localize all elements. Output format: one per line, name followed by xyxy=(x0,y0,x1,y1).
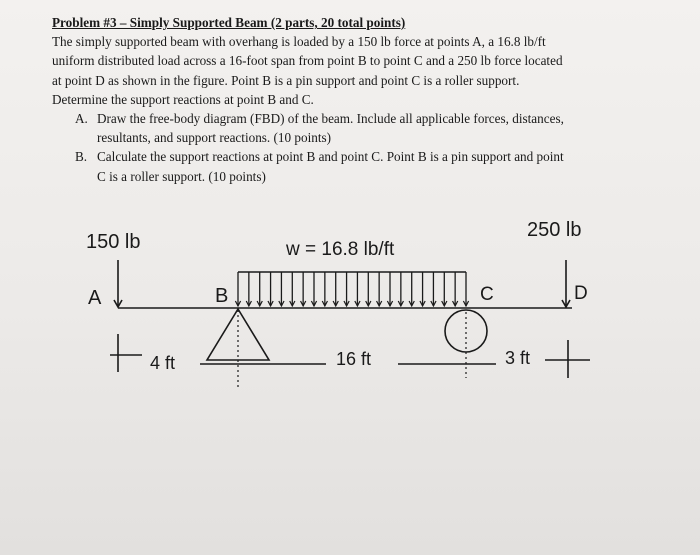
distributed-load-label: w = 16.8 lb/ft xyxy=(286,239,395,260)
part-b-line-2: C is a roller support. (10 points) xyxy=(97,168,266,184)
problem-title: Problem #3 – Simply Supported Beam (2 parts, 20 total points) xyxy=(52,15,406,30)
intro-line-3: at point D as shown in the figure. Point B is a pin support and point C is a roller support. xyxy=(52,72,520,88)
intro-line-4: Determine the support reactions at point B and C. xyxy=(52,91,314,107)
dimension-cd-label: 3 ft xyxy=(505,348,531,368)
dimension-ab-label: 4 ft xyxy=(150,353,176,373)
intro-line-1: The simply supported beam with overhang is loaded by a 150 lb force at points A, a 16.8 lb/ft xyxy=(52,34,546,50)
distributed-load-arrows xyxy=(235,272,468,306)
part-a-marker: A. xyxy=(75,111,88,127)
part-b-marker: B. xyxy=(75,149,88,165)
point-c-label: C xyxy=(480,284,494,305)
part-b-line-1: Calculate the support reactions at point B and point C. Point B is a pin support and point xyxy=(97,149,564,165)
part-a-line-2: resultants, and support reactions. (10 points) xyxy=(97,130,332,146)
roller-support-c xyxy=(445,310,487,352)
point-d-label: D xyxy=(574,283,588,304)
point-a-label: A xyxy=(88,287,102,309)
figure-labels xyxy=(86,219,588,373)
dimension-bc-label: 16 ft xyxy=(336,349,372,369)
beam-drawing xyxy=(110,260,590,390)
part-a-line-1: Draw the free-body diagram (FBD) of the beam. Include all applicable forces, distances, xyxy=(97,111,564,127)
point-b-label: B xyxy=(215,285,229,307)
force-a-label: 150 lb xyxy=(86,231,141,253)
force-d-label: 250 lb xyxy=(527,219,582,241)
intro-line-2: uniform distributed load across a 16-foot span from point B to point C and a 250 lb force located xyxy=(52,53,563,69)
